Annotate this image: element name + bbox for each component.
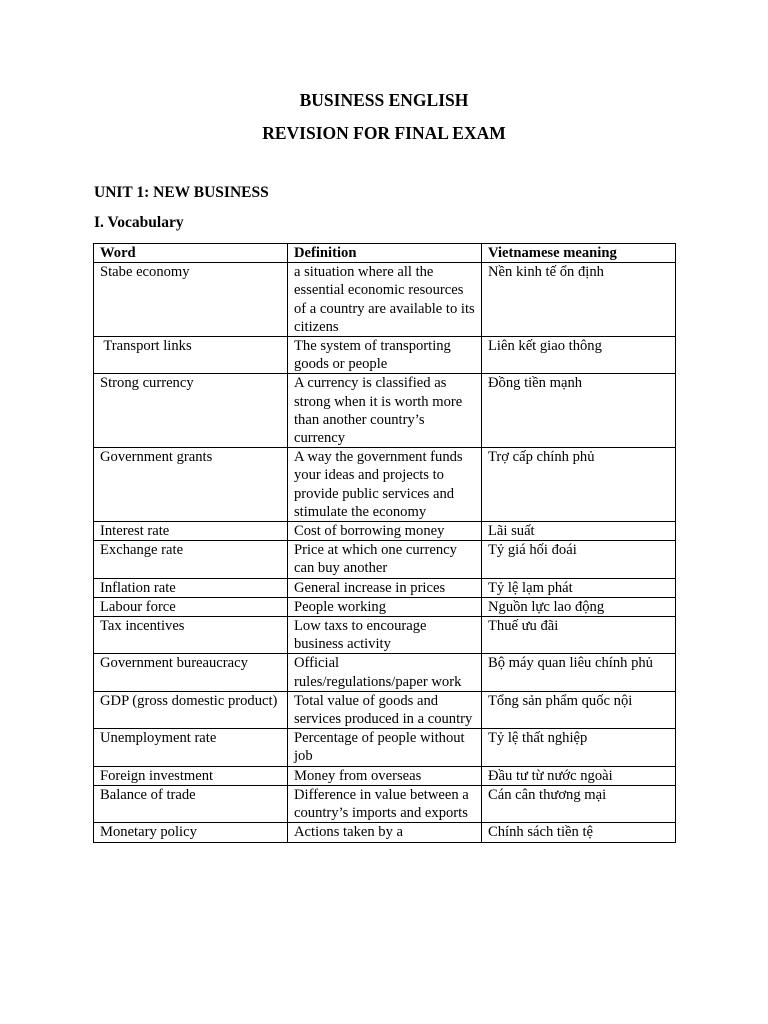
table-row	[94, 597, 676, 616]
column-header-word: Word	[94, 244, 288, 263]
table-row	[94, 729, 676, 766]
word-cell: Government bureaucracy	[94, 654, 288, 691]
definition-cell: Official rules/regulations/paper work	[288, 654, 482, 691]
word-cell: Exchange rate	[94, 541, 288, 578]
word-cell: Labour force	[94, 597, 288, 616]
word-cell: Balance of trade	[94, 785, 288, 822]
vietnamese-meaning-cell: Đồng tiền mạnh	[482, 374, 676, 448]
table-row	[94, 522, 676, 541]
word-cell: Tax incentives	[94, 617, 288, 654]
vietnamese-meaning-cell: Bộ máy quan liêu chính phủ	[482, 654, 676, 691]
word-cell: Unemployment rate	[94, 729, 288, 766]
definition-cell: The system of transporting goods or people	[288, 337, 482, 374]
table-row	[94, 374, 676, 448]
definition-cell: Cost of borrowing money	[288, 522, 482, 541]
vietnamese-meaning-cell: Tỷ lệ lạm phát	[482, 578, 676, 597]
document-subtitle: REVISION FOR FINAL EXAM	[262, 123, 506, 143]
definition-cell: General increase in prices	[288, 578, 482, 597]
definition-cell: Difference in value between a country’s imports and exports	[288, 785, 482, 822]
vietnamese-meaning-cell: Tỷ giá hối đoái	[482, 541, 676, 578]
table-row	[94, 448, 676, 522]
definition-cell: Money from overseas	[288, 766, 482, 785]
document-title: BUSINESS ENGLISH	[299, 90, 469, 110]
table-row	[94, 823, 676, 842]
vietnamese-meaning-cell: Chính sách tiền tệ	[482, 823, 676, 842]
definition-cell: Percentage of people without job	[288, 729, 482, 766]
vietnamese-meaning-cell: Liên kết giao thông	[482, 337, 676, 374]
word-cell: Strong currency	[94, 374, 288, 448]
column-header-vietnamese-meaning: Vietnamese meaning	[482, 244, 676, 263]
vocabulary-table	[93, 243, 676, 843]
word-cell: Interest rate	[94, 522, 288, 541]
definition-cell: Actions taken by a	[288, 823, 482, 842]
table-row	[94, 766, 676, 785]
vietnamese-meaning-cell: Cán cân thương mại	[482, 785, 676, 822]
word-cell: Transport links	[94, 337, 288, 374]
vietnamese-meaning-cell: Thuế ưu đãi	[482, 617, 676, 654]
definition-cell: Total value of goods and services produced in a country	[288, 691, 482, 728]
word-cell: Monetary policy	[94, 823, 288, 842]
section-heading: I. Vocabulary	[94, 214, 184, 231]
table-row	[94, 263, 676, 337]
table-header-row	[94, 244, 676, 263]
definition-cell: Price at which one currency can buy another	[288, 541, 482, 578]
table-row	[94, 617, 676, 654]
word-cell: Stabe economy	[94, 263, 288, 337]
vietnamese-meaning-cell: Đầu tư từ nước ngoài	[482, 766, 676, 785]
definition-cell: A way the government funds your ideas and projects to provide public services and stimulate the economy	[288, 448, 482, 522]
vietnamese-meaning-cell: Trợ cấp chính phủ	[482, 448, 676, 522]
table-row	[94, 785, 676, 822]
table-row	[94, 337, 676, 374]
column-header-definition: Definition	[288, 244, 482, 263]
word-cell: Inflation rate	[94, 578, 288, 597]
definition-cell: a situation where all the essential economic resources of a country are available to its citizens	[288, 263, 482, 337]
word-cell: Government grants	[94, 448, 288, 522]
vietnamese-meaning-cell: Nền kinh tế ổn định	[482, 263, 676, 337]
vietnamese-meaning-cell: Nguồn lực lao động	[482, 597, 676, 616]
definition-cell: A currency is classified as strong when it is worth more than another country’s currency	[288, 374, 482, 448]
word-cell: GDP (gross domestic product)	[94, 691, 288, 728]
vietnamese-meaning-cell: Tổng sản phẩm quốc nội	[482, 691, 676, 728]
vietnamese-meaning-cell: Lãi suất	[482, 522, 676, 541]
word-cell: Foreign investment	[94, 766, 288, 785]
definition-cell: Low taxs to encourage business activity	[288, 617, 482, 654]
vietnamese-meaning-cell: Tỷ lệ thất nghiệp	[482, 729, 676, 766]
unit-heading: UNIT 1: NEW BUSINESS	[94, 184, 269, 201]
table-row	[94, 541, 676, 578]
table-row	[94, 578, 676, 597]
table-row	[94, 654, 676, 691]
table-row	[94, 691, 676, 728]
definition-cell: People working	[288, 597, 482, 616]
